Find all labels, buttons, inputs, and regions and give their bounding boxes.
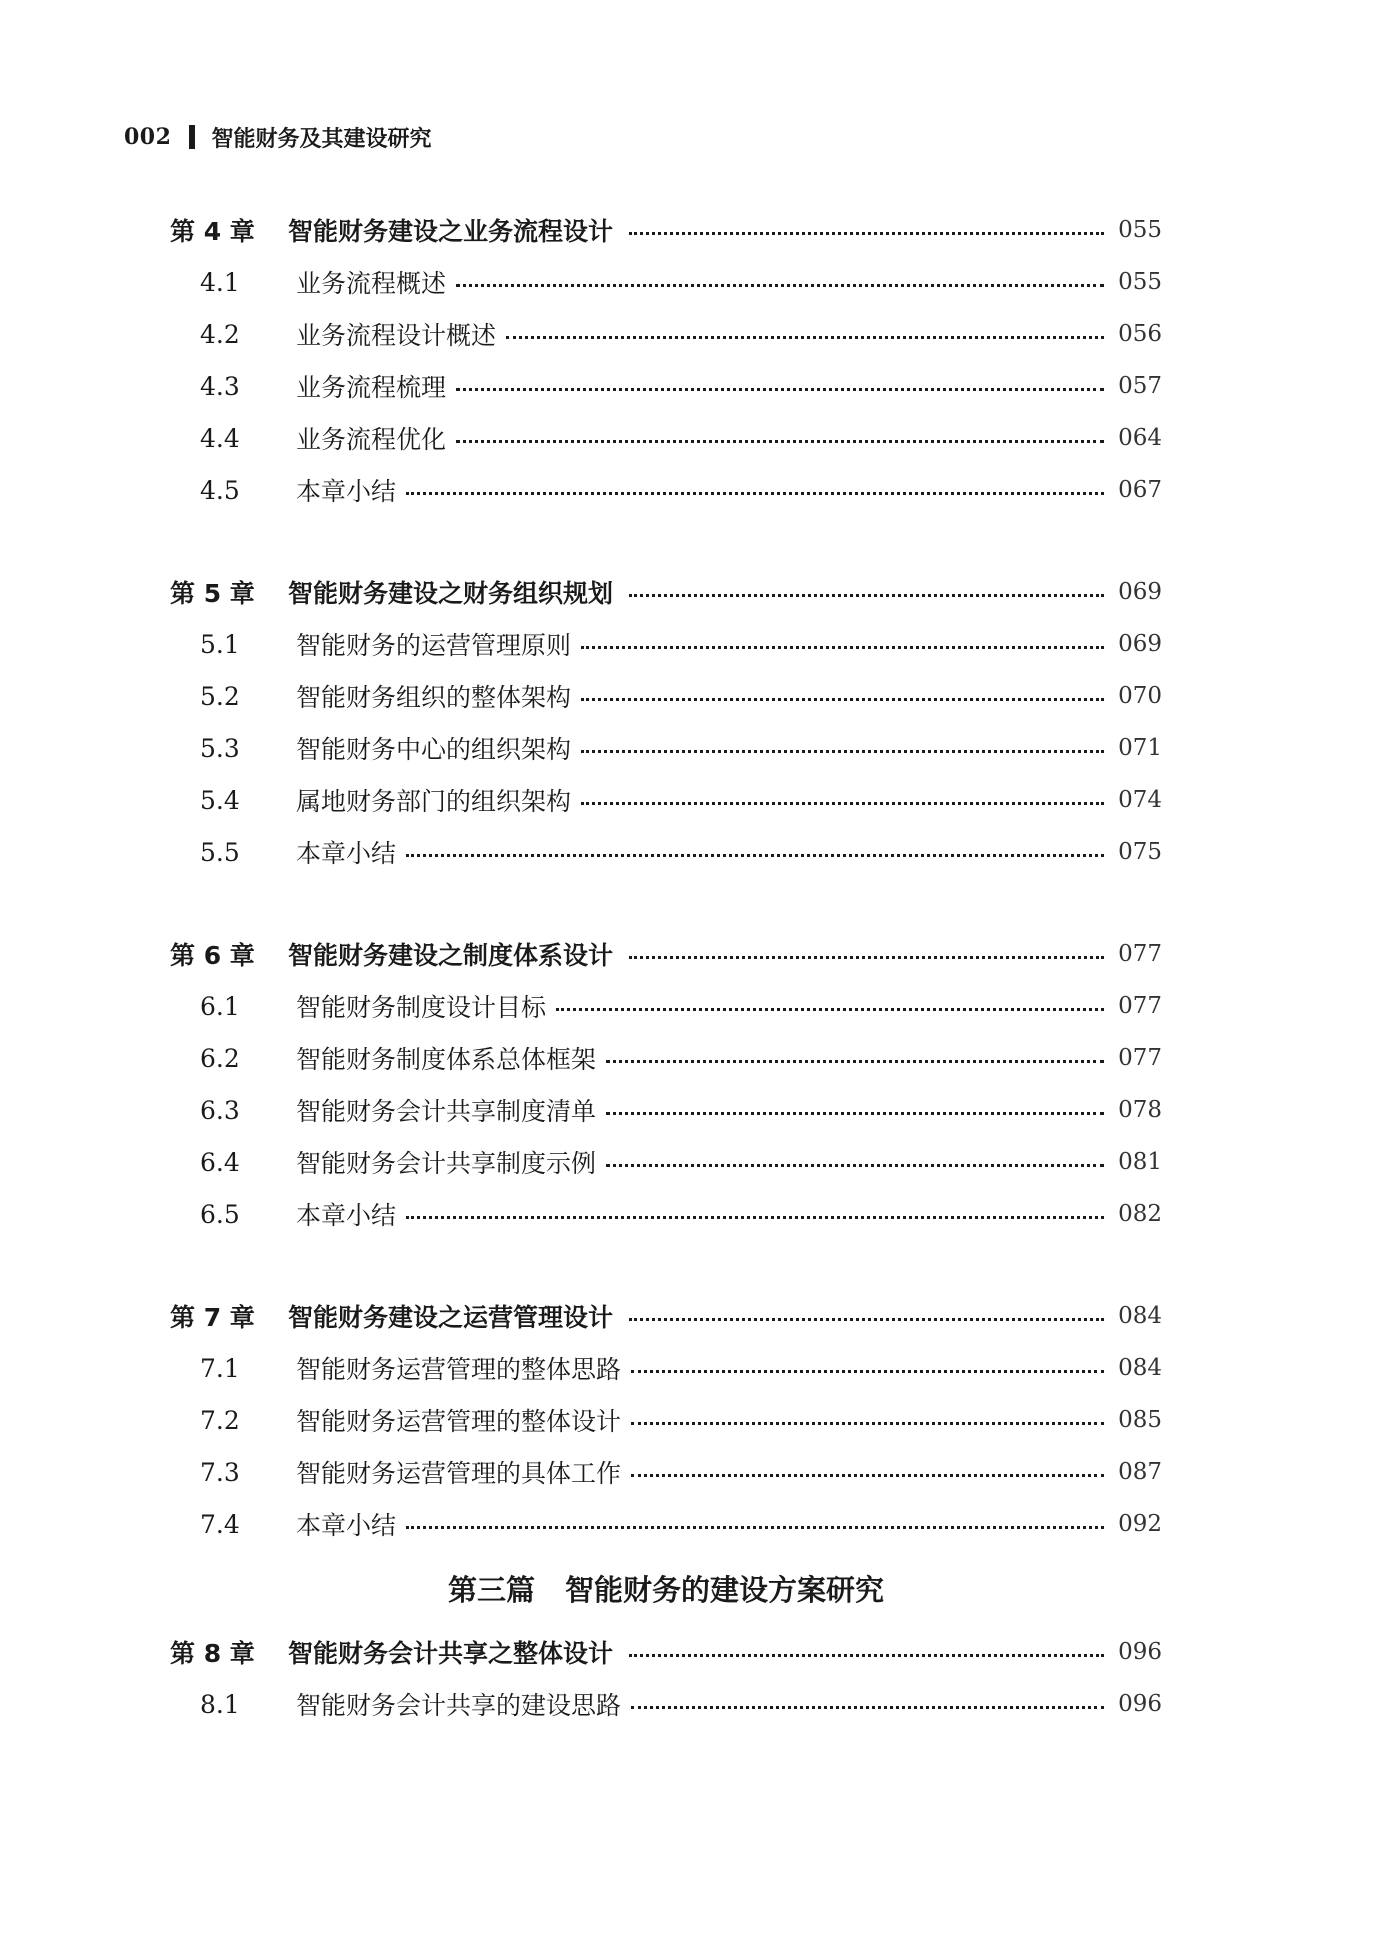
- dot-leader: [406, 1216, 1104, 1219]
- toc-chapter-7[interactable]: [170, 1290, 1162, 1342]
- toc-section[interactable]: [170, 722, 1162, 774]
- page-ref: 082: [1118, 1201, 1162, 1227]
- chapter-number: 第 5 章: [170, 579, 255, 608]
- dot-leader: [456, 388, 1104, 391]
- dot-leader: [581, 750, 1104, 753]
- section-title: 智能财务组织的整体架构: [296, 683, 572, 712]
- section-number: 4.2: [200, 319, 240, 349]
- page-ref: 096: [1118, 1639, 1162, 1665]
- dot-leader: [581, 698, 1104, 701]
- section-title: 智能财务会计共享制度示例: [296, 1149, 597, 1178]
- section-title: 业务流程优化: [296, 425, 447, 454]
- dot-leader: [631, 1706, 1104, 1709]
- dot-leader: [631, 1474, 1104, 1477]
- section-title: 智能财务会计共享制度清单: [296, 1097, 597, 1126]
- page-ref: 056: [1118, 321, 1162, 347]
- page-ref: 070: [1118, 683, 1162, 709]
- section-number: 7.4: [200, 1509, 240, 1539]
- chapter-number: 第 6 章: [170, 941, 255, 970]
- section-number: 6.2: [200, 1043, 240, 1073]
- page-ref: 081: [1118, 1149, 1162, 1175]
- toc-section[interactable]: [170, 618, 1162, 670]
- toc-section[interactable]: [170, 1136, 1162, 1188]
- toc-section[interactable]: [170, 1342, 1162, 1394]
- section-number: 4.4: [200, 423, 240, 453]
- section-title: 智能财务会计共享的建设思路: [296, 1691, 622, 1720]
- section-number: 8.1: [200, 1689, 240, 1719]
- toc-section[interactable]: [170, 670, 1162, 722]
- part-title: 智能财务的建设方案研究: [565, 1572, 885, 1607]
- chapter-title: 智能财务会计共享之整体设计: [288, 1639, 614, 1668]
- section-title: 本章小结: [296, 1511, 397, 1540]
- section-title: 本章小结: [296, 1201, 397, 1230]
- chapter-title: 智能财务建设之业务流程设计: [288, 217, 614, 246]
- toc-section[interactable]: [170, 1678, 1162, 1730]
- page-ref: 064: [1118, 425, 1162, 451]
- section-number: 6.4: [200, 1147, 240, 1177]
- chapter-title: 智能财务建设之制度体系设计: [288, 941, 614, 970]
- dot-leader: [629, 1318, 1104, 1321]
- section-title: 智能财务制度设计目标: [296, 993, 547, 1022]
- toc-section[interactable]: [170, 1498, 1162, 1550]
- section-title: 业务流程设计概述: [296, 321, 497, 350]
- toc-section[interactable]: [170, 308, 1162, 360]
- dot-leader: [581, 646, 1104, 649]
- section-number: 5.2: [200, 681, 240, 711]
- dot-leader: [631, 1370, 1104, 1373]
- dot-leader: [629, 594, 1104, 597]
- book-title: 智能财务及其建设研究: [211, 126, 432, 152]
- dot-leader: [506, 336, 1104, 339]
- section-title: 智能财务运营管理的整体设计: [296, 1407, 622, 1436]
- dot-leader: [406, 492, 1104, 495]
- chapter-number: 第 7 章: [170, 1303, 255, 1332]
- toc-section[interactable]: [170, 256, 1162, 308]
- table-of-contents: [170, 204, 1162, 1730]
- section-number: 5.1: [200, 629, 240, 659]
- page-ref: 067: [1118, 477, 1162, 503]
- page-ref: 087: [1118, 1459, 1162, 1485]
- toc-section[interactable]: [170, 1084, 1162, 1136]
- section-number: 6.5: [200, 1199, 240, 1229]
- chapter-title: 智能财务建设之运营管理设计: [288, 1303, 614, 1332]
- page-ref: 084: [1118, 1303, 1162, 1329]
- section-number: 6.3: [200, 1095, 240, 1125]
- dot-leader: [456, 440, 1104, 443]
- page-ref: 055: [1118, 269, 1162, 295]
- part-number: 第三篇: [447, 1572, 535, 1607]
- page-ref: 074: [1118, 787, 1162, 813]
- toc-section[interactable]: [170, 1032, 1162, 1084]
- dot-leader: [456, 284, 1104, 287]
- section-title: 业务流程梳理: [296, 373, 447, 402]
- section-title: 智能财务制度体系总体框架: [296, 1045, 597, 1074]
- chapter-gap: [170, 516, 1162, 566]
- running-header: [124, 120, 431, 154]
- dot-leader: [606, 1060, 1104, 1063]
- page-ref: 077: [1118, 993, 1162, 1019]
- dot-leader: [631, 1422, 1104, 1425]
- part-heading[interactable]: [170, 1550, 1162, 1626]
- page-ref: 077: [1118, 941, 1162, 967]
- page-ref: 084: [1118, 1355, 1162, 1381]
- page-ref: 078: [1118, 1097, 1162, 1123]
- section-number: 5.3: [200, 733, 240, 763]
- section-title: 智能财务的运营管理原则: [296, 631, 572, 660]
- dot-leader: [629, 1654, 1104, 1657]
- page-ref: 071: [1118, 735, 1162, 761]
- section-number: 4.1: [200, 267, 240, 297]
- chapter-title: 智能财务建设之财务组织规划: [288, 579, 614, 608]
- page-ref: 085: [1118, 1407, 1162, 1433]
- section-number: 5.4: [200, 785, 240, 815]
- toc-section[interactable]: [170, 412, 1162, 464]
- dot-leader: [581, 802, 1104, 805]
- dot-leader: [406, 854, 1104, 857]
- header-separator-bar: [189, 125, 195, 149]
- section-title: 智能财务运营管理的整体思路: [296, 1355, 622, 1384]
- page-number: 002: [124, 124, 172, 150]
- toc-chapter-5[interactable]: [170, 566, 1162, 618]
- dot-leader: [556, 1008, 1104, 1011]
- page-ref: 075: [1118, 839, 1162, 865]
- page-ref: 069: [1118, 631, 1162, 657]
- toc-section[interactable]: [170, 826, 1162, 878]
- section-title: 本章小结: [296, 839, 397, 868]
- chapter-number: 第 8 章: [170, 1639, 255, 1668]
- dot-leader: [629, 956, 1104, 959]
- section-title: 智能财务中心的组织架构: [296, 735, 572, 764]
- toc-section[interactable]: [170, 1394, 1162, 1446]
- toc-chapter-8[interactable]: [170, 1626, 1162, 1678]
- toc-section[interactable]: [170, 1446, 1162, 1498]
- page-ref: 096: [1118, 1691, 1162, 1717]
- section-title: 业务流程概述: [296, 269, 447, 298]
- toc-section[interactable]: [170, 774, 1162, 826]
- toc-chapter-4[interactable]: [170, 204, 1162, 256]
- section-title: 属地财务部门的组织架构: [296, 787, 572, 816]
- page-ref: 057: [1118, 373, 1162, 399]
- chapter-gap: [170, 878, 1162, 928]
- section-number: 4.5: [200, 475, 240, 505]
- chapter-number: 第 4 章: [170, 217, 255, 246]
- page-ref: 055: [1118, 217, 1162, 243]
- page-ref: 077: [1118, 1045, 1162, 1071]
- section-title: 智能财务运营管理的具体工作: [296, 1459, 622, 1488]
- chapter-gap: [170, 1240, 1162, 1290]
- section-number: 7.2: [200, 1405, 240, 1435]
- dot-leader: [629, 232, 1104, 235]
- toc-section[interactable]: [170, 1188, 1162, 1240]
- page-ref: 069: [1118, 579, 1162, 605]
- section-number: 4.3: [200, 371, 240, 401]
- section-number: 7.3: [200, 1457, 240, 1487]
- dot-leader: [606, 1164, 1104, 1167]
- toc-section[interactable]: [170, 360, 1162, 412]
- section-number: 7.1: [200, 1353, 240, 1383]
- dot-leader: [406, 1526, 1104, 1529]
- dot-leader: [606, 1112, 1104, 1115]
- page-ref: 092: [1118, 1511, 1162, 1537]
- section-title: 本章小结: [296, 477, 397, 506]
- section-number: 6.1: [200, 991, 240, 1021]
- toc-section[interactable]: [170, 980, 1162, 1032]
- toc-chapter-6[interactable]: [170, 928, 1162, 980]
- toc-section[interactable]: [170, 464, 1162, 516]
- section-number: 5.5: [200, 837, 240, 867]
